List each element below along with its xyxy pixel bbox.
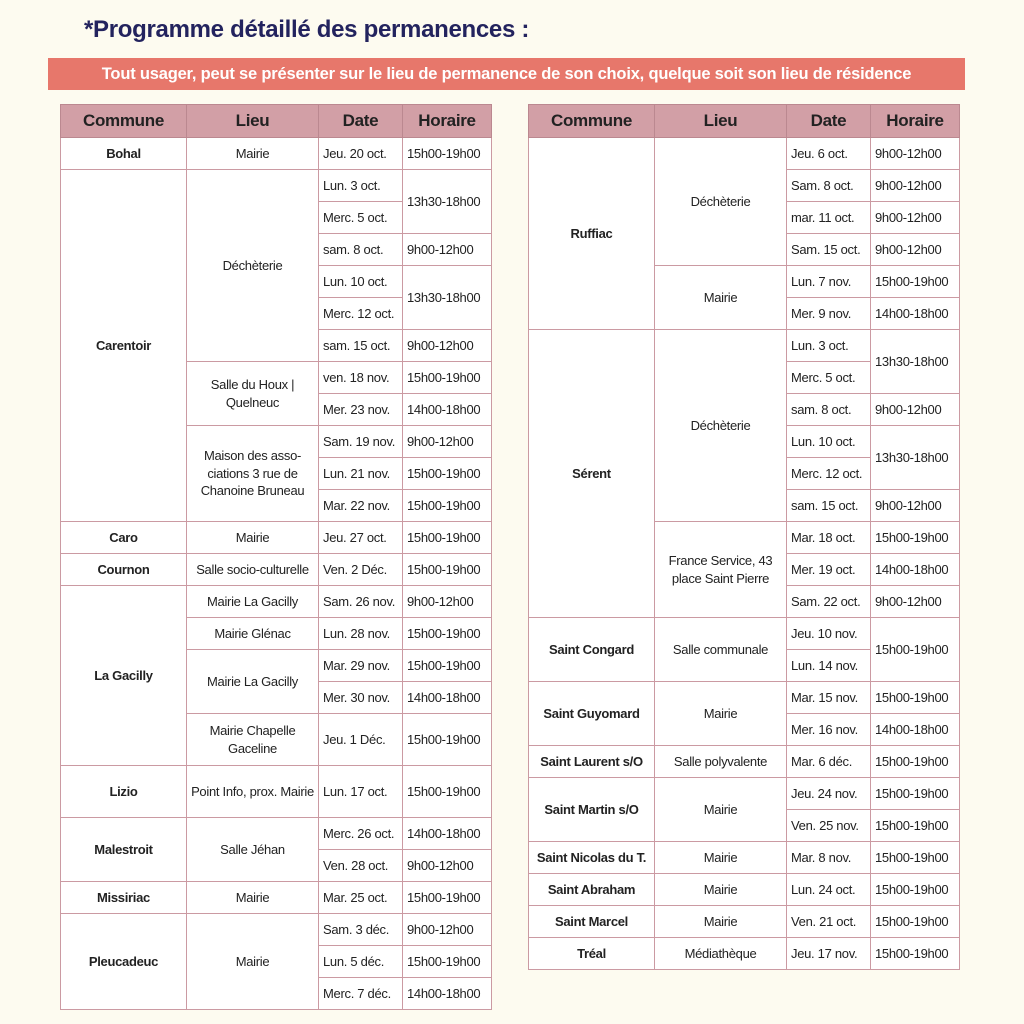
header-horaire: Horaire (403, 105, 492, 138)
lieu-cell: Mairie Glénac (187, 618, 319, 650)
header-row (529, 105, 960, 138)
date-cell: Lun. 10 oct. (787, 426, 871, 458)
header-commune: Commune (61, 105, 187, 138)
lieu-cell: Déchèterie (187, 170, 319, 362)
commune-cell: Cournon (61, 554, 187, 586)
date-cell: Sam. 3 déc. (319, 914, 403, 946)
table-row (61, 170, 492, 202)
header-date: Date (319, 105, 403, 138)
lieu-cell: Déchèterie (655, 138, 787, 266)
date-cell: Ven. 28 oct. (319, 850, 403, 882)
lieu-cell: Médiathèque (655, 938, 787, 970)
lieu-cell: Mairie (187, 882, 319, 914)
table-row (61, 914, 492, 946)
date-cell: sam. 8 oct. (787, 394, 871, 426)
commune-cell: Pleucadeuc (61, 914, 187, 1010)
date-cell: Mer. 9 nov. (787, 298, 871, 330)
horaire-cell: 15h00-19h00 (403, 362, 492, 394)
table-row (529, 938, 960, 970)
lieu-cell: Mairie La Gacilly (187, 586, 319, 618)
date-cell: Mar. 15 nov. (787, 682, 871, 714)
horaire-cell: 13h30-18h00 (871, 426, 960, 490)
date-cell: Jeu. 27 oct. (319, 522, 403, 554)
horaire-cell: 15h00-19h00 (871, 522, 960, 554)
horaire-cell: 13h30-18h00 (403, 266, 492, 330)
horaire-cell: 15h00-19h00 (871, 874, 960, 906)
table-row (529, 778, 960, 810)
horaire-cell: 15h00-19h00 (403, 138, 492, 170)
commune-cell: Saint Congard (529, 618, 655, 682)
horaire-cell: 14h00-18h00 (403, 394, 492, 426)
date-cell: Jeu. 1 Déc. (319, 714, 403, 766)
horaire-cell: 15h00-19h00 (403, 766, 492, 818)
date-cell: Mer. 19 oct. (787, 554, 871, 586)
table-row (61, 554, 492, 586)
date-cell: Lun. 3 oct. (319, 170, 403, 202)
date-cell: Sam. 22 oct. (787, 586, 871, 618)
horaire-cell: 9h00-12h00 (871, 586, 960, 618)
date-cell: sam. 15 oct. (787, 490, 871, 522)
commune-cell: Caro (61, 522, 187, 554)
commune-cell: Saint Laurent s/O (529, 746, 655, 778)
date-cell: Lun. 28 nov. (319, 618, 403, 650)
date-cell: Mar. 25 oct. (319, 882, 403, 914)
lieu-cell: Mairie (655, 842, 787, 874)
horaire-cell: 9h00-12h00 (403, 426, 492, 458)
date-cell: Mer. 23 nov. (319, 394, 403, 426)
horaire-cell: 9h00-12h00 (871, 202, 960, 234)
horaire-cell: 14h00-18h00 (403, 682, 492, 714)
lieu-cell: Mairie (655, 906, 787, 938)
lieu-cell: Mairie (187, 522, 319, 554)
header-commune: Commune (529, 105, 655, 138)
horaire-cell: 9h00-12h00 (403, 914, 492, 946)
lieu-cell: Mairie (187, 914, 319, 1010)
horaire-cell: 15h00-19h00 (871, 778, 960, 810)
date-cell: Jeu. 6 oct. (787, 138, 871, 170)
horaire-cell: 9h00-12h00 (403, 330, 492, 362)
horaire-cell: 14h00-18h00 (871, 714, 960, 746)
commune-cell: Saint Martin s/O (529, 778, 655, 842)
date-cell: Lun. 17 oct. (319, 766, 403, 818)
table-row (529, 138, 960, 170)
commune-cell: Missiriac (61, 882, 187, 914)
table-row (529, 330, 960, 362)
lieu-cell: Mairie (655, 266, 787, 330)
commune-cell: Saint Guyomard (529, 682, 655, 746)
header-horaire: Horaire (871, 105, 960, 138)
lieu-cell: Salle polyvalente (655, 746, 787, 778)
info-banner: Tout usager, peut se présenter sur le lieu de permanence de son choix, quelque soit son lieu de résidence (48, 58, 965, 90)
table-row (61, 766, 492, 818)
commune-cell: Lizio (61, 766, 187, 818)
date-cell: Lun. 5 déc. (319, 946, 403, 978)
date-cell: Lun. 24 oct. (787, 874, 871, 906)
lieu-cell: Mairie Chapelle Gaceline (187, 714, 319, 766)
horaire-cell: 15h00-19h00 (403, 554, 492, 586)
date-cell: Ven. 25 nov. (787, 810, 871, 842)
horaire-cell: 15h00-19h00 (403, 882, 492, 914)
date-cell: Mar. 8 nov. (787, 842, 871, 874)
date-cell: Merc. 5 oct. (787, 362, 871, 394)
horaire-cell: 9h00-12h00 (871, 234, 960, 266)
date-cell: Ven. 21 oct. (787, 906, 871, 938)
schedule-table-right (528, 104, 960, 970)
commune-cell: Sérent (529, 330, 655, 618)
date-cell: Merc. 12 oct. (787, 458, 871, 490)
lieu-cell: Salle Jéhan (187, 818, 319, 882)
lieu-cell: Point Info, prox. Mairie (187, 766, 319, 818)
lieu-cell: Mairie (187, 138, 319, 170)
date-cell: Mer. 16 nov. (787, 714, 871, 746)
lieu-cell: Salle socio-culturelle (187, 554, 319, 586)
commune-cell: Malestroit (61, 818, 187, 882)
horaire-cell: 15h00-19h00 (871, 810, 960, 842)
date-cell: Jeu. 17 nov. (787, 938, 871, 970)
horaire-cell: 15h00-19h00 (871, 842, 960, 874)
header-lieu: Lieu (655, 105, 787, 138)
lieu-cell: Déchèterie (655, 330, 787, 522)
date-cell: Lun. 21 nov. (319, 458, 403, 490)
lieu-cell: Salle communale (655, 618, 787, 682)
date-cell: Merc. 26 oct. (319, 818, 403, 850)
commune-cell: Saint Abraham (529, 874, 655, 906)
table-row (529, 746, 960, 778)
lieu-cell: Maison des asso-ciations 3 rue de Chanoine Bruneau (187, 426, 319, 522)
lieu-cell: Mairie La Gacilly (187, 650, 319, 714)
date-cell: Lun. 3 oct. (787, 330, 871, 362)
horaire-cell: 14h00-18h00 (403, 818, 492, 850)
date-cell: sam. 15 oct. (319, 330, 403, 362)
schedule-table-left (60, 104, 492, 1010)
horaire-cell: 9h00-12h00 (871, 490, 960, 522)
horaire-cell: 14h00-18h00 (871, 554, 960, 586)
horaire-cell: 13h30-18h00 (871, 330, 960, 394)
date-cell: Sam. 8 oct. (787, 170, 871, 202)
horaire-cell: 15h00-19h00 (403, 618, 492, 650)
table-row (61, 818, 492, 850)
horaire-cell: 15h00-19h00 (871, 266, 960, 298)
header-date: Date (787, 105, 871, 138)
table-row (529, 682, 960, 714)
date-cell: sam. 8 oct. (319, 234, 403, 266)
table-row (529, 906, 960, 938)
date-cell: mar. 11 oct. (787, 202, 871, 234)
table-row (61, 882, 492, 914)
lieu-cell: France Service, 43 place Saint Pierre (655, 522, 787, 618)
table-row (529, 842, 960, 874)
header-lieu: Lieu (187, 105, 319, 138)
table-row (61, 138, 492, 170)
date-cell: Merc. 5 oct. (319, 202, 403, 234)
commune-cell: Carentoir (61, 170, 187, 522)
commune-cell: Saint Nicolas du T. (529, 842, 655, 874)
date-cell: Lun. 14 nov. (787, 650, 871, 682)
horaire-cell: 14h00-18h00 (871, 298, 960, 330)
horaire-cell: 15h00-19h00 (403, 714, 492, 766)
date-cell: Mer. 30 nov. (319, 682, 403, 714)
date-cell: Mar. 29 nov. (319, 650, 403, 682)
commune-cell: Ruffiac (529, 138, 655, 330)
horaire-cell: 9h00-12h00 (403, 850, 492, 882)
date-cell: Mar. 6 déc. (787, 746, 871, 778)
commune-cell: Tréal (529, 938, 655, 970)
table-row (61, 586, 492, 618)
horaire-cell: 14h00-18h00 (403, 978, 492, 1010)
horaire-cell: 15h00-19h00 (871, 618, 960, 682)
commune-cell: Saint Marcel (529, 906, 655, 938)
horaire-cell: 15h00-19h00 (403, 490, 492, 522)
horaire-cell: 15h00-19h00 (871, 746, 960, 778)
date-cell: Merc. 12 oct. (319, 298, 403, 330)
horaire-cell: 15h00-19h00 (871, 682, 960, 714)
date-cell: Lun. 10 oct. (319, 266, 403, 298)
date-cell: Lun. 7 nov. (787, 266, 871, 298)
date-cell: Ven. 2 Déc. (319, 554, 403, 586)
lieu-cell: Mairie (655, 778, 787, 842)
lieu-cell: Salle du Houx | Quelneuc (187, 362, 319, 426)
commune-cell: La Gacilly (61, 586, 187, 766)
date-cell: Mar. 22 nov. (319, 490, 403, 522)
date-cell: Jeu. 24 nov. (787, 778, 871, 810)
header-row (61, 105, 492, 138)
date-cell: Merc. 7 déc. (319, 978, 403, 1010)
date-cell: Sam. 26 nov. (319, 586, 403, 618)
horaire-cell: 15h00-19h00 (871, 906, 960, 938)
horaire-cell: 13h30-18h00 (403, 170, 492, 234)
horaire-cell: 9h00-12h00 (871, 394, 960, 426)
lieu-cell: Mairie (655, 874, 787, 906)
page-title: *Programme détaillé des permanences : (84, 16, 530, 43)
horaire-cell: 9h00-12h00 (871, 170, 960, 202)
table-row (529, 618, 960, 650)
table-row (61, 522, 492, 554)
date-cell: Sam. 19 nov. (319, 426, 403, 458)
horaire-cell: 15h00-19h00 (403, 650, 492, 682)
horaire-cell: 9h00-12h00 (403, 234, 492, 266)
date-cell: Sam. 15 oct. (787, 234, 871, 266)
horaire-cell: 9h00-12h00 (871, 138, 960, 170)
horaire-cell: 15h00-19h00 (403, 522, 492, 554)
horaire-cell: 15h00-19h00 (871, 938, 960, 970)
horaire-cell: 9h00-12h00 (403, 586, 492, 618)
commune-cell: Bohal (61, 138, 187, 170)
date-cell: Jeu. 10 nov. (787, 618, 871, 650)
date-cell: ven. 18 nov. (319, 362, 403, 394)
horaire-cell: 15h00-19h00 (403, 946, 492, 978)
date-cell: Jeu. 20 oct. (319, 138, 403, 170)
table-row (529, 874, 960, 906)
horaire-cell: 15h00-19h00 (403, 458, 492, 490)
lieu-cell: Mairie (655, 682, 787, 746)
date-cell: Mar. 18 oct. (787, 522, 871, 554)
